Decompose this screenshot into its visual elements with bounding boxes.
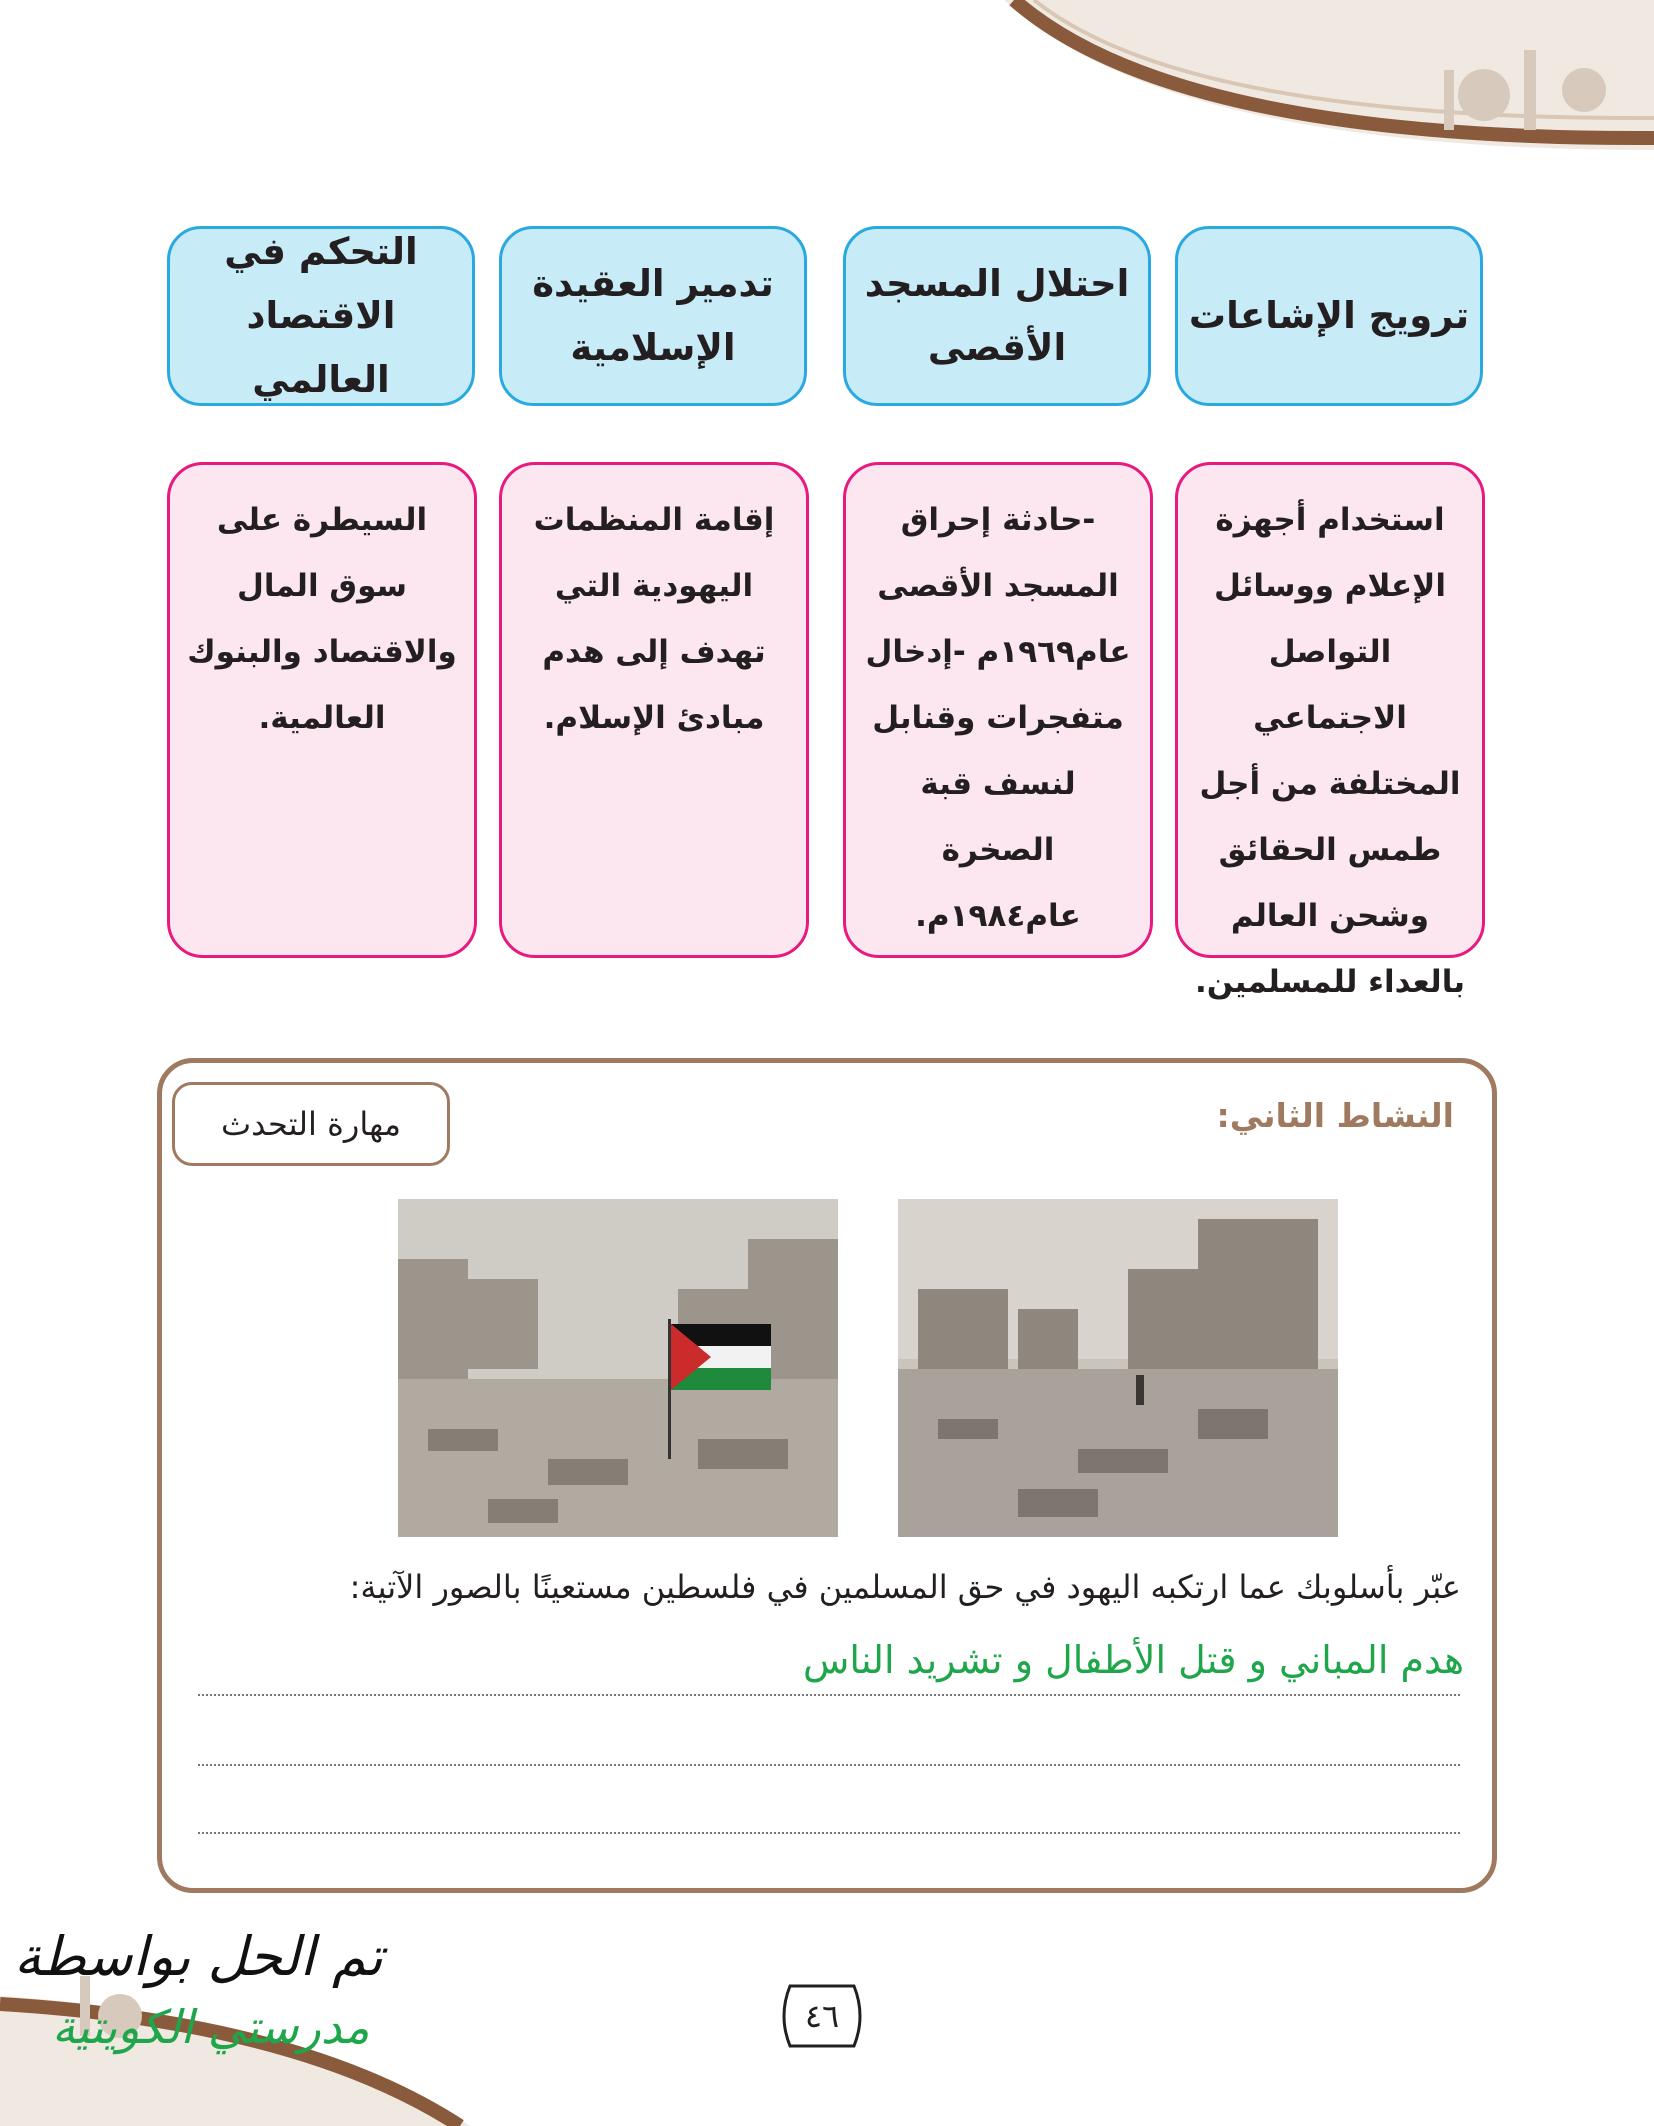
concept-detail-1: استخدام أجهزة الإعلام ووسائل التواصل الاجتماعي المختلفة من أجل طمس الحقائق وشحن العالم بالعداء للمسلمين. (1175, 462, 1485, 958)
answer-line-3 (198, 1832, 1460, 1834)
flag-rubble-photo (398, 1199, 838, 1537)
page-number: ٤٦ (770, 1980, 874, 2052)
activity-question: عبّر بأسلوبك عما ارتكبه اليهود في حق المسلمين في فلسطين مستعينًا بالصور الآتية: (349, 1568, 1461, 1606)
concept-detail-3: إقامة المنظمات اليهودية التي تهدف إلى هدم مبادئ الإسلام. (499, 462, 809, 958)
rubble-photo-right (898, 1199, 1338, 1537)
answer-line-2 (198, 1764, 1460, 1766)
concept-heading-3: تدمير العقيدة الإسلامية (499, 226, 807, 406)
activity-answer: هدم المباني و قتل الأطفال و تشريد الناس (803, 1638, 1464, 1682)
concept-heading-2: احتلال المسجد الأقصى (843, 226, 1151, 406)
answer-line-1 (198, 1694, 1460, 1696)
top-corner-ornament (1004, 0, 1654, 160)
activity-title: النشاط الثاني: (1216, 1096, 1454, 1135)
concept-detail-4: السيطرة على سوق المال والاقتصاد والبنوك العالمية. (167, 462, 477, 958)
concept-heading-4: التحكم في الاقتصاد العالمي (167, 226, 475, 406)
skill-tag: مهارة التحدث (172, 1082, 450, 1166)
concept-detail-2: -حادثة إحراق المسجد الأقصى عام١٩٦٩م -إدخال متفجرات وقنابل لنسف قبة الصخرة عام١٩٨٤م. (843, 462, 1153, 958)
watermark-line-2: مدرستي الكويتية (52, 2000, 370, 2054)
watermark-line-1: تم الحل بواسطة (14, 1925, 383, 1988)
concept-heading-1: ترويج الإشاعات (1175, 226, 1483, 406)
